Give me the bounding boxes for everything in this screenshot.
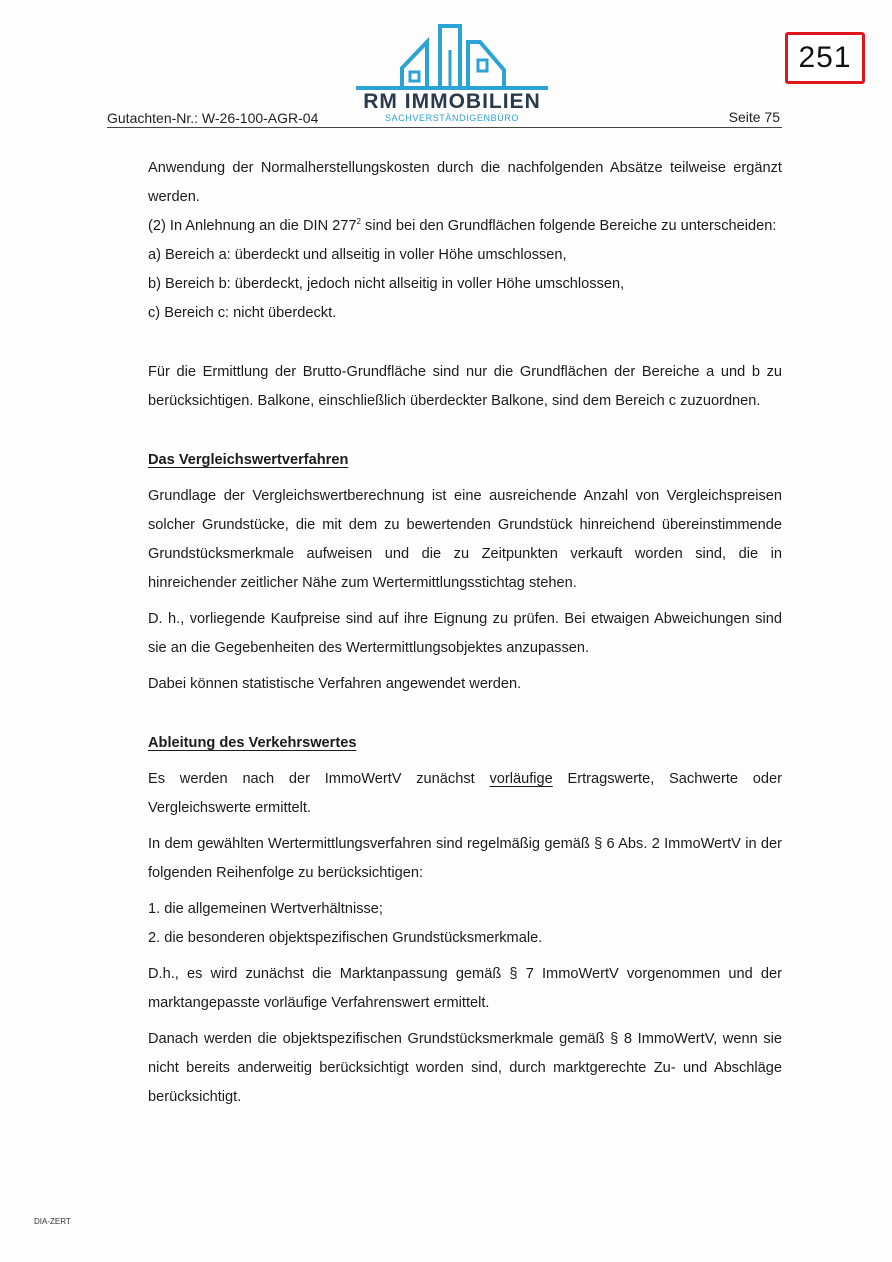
paragraph: Dabei können statistische Verfahren angewendet werden. [148, 676, 522, 692]
list-item-2: 2. die besonderen objektspezifischen Grundstücksmerkmale. [148, 930, 543, 946]
paragraph: Anwendung der Normalherstellungskosten durch die nachfolgenden Absätze teilweise ergänzt werden. [148, 160, 782, 205]
main-content [148, 154, 782, 1112]
list-item-1: 1. die allgemeinen Wertverhältnisse; [148, 901, 383, 917]
brand-subtitle: SACHVERSTÄNDIGENBÜRO [384, 113, 520, 123]
list-item-a: a) Bereich a: überdeckt und allseitig in voller Höhe umschlossen, [148, 247, 567, 263]
brand-name: RM IMMOBILIEN [363, 90, 541, 113]
list-item-b: b) Bereich b: überdeckt, jedoch nicht allseitig in voller Höhe umschlossen, [148, 276, 625, 292]
paragraph: Für die Ermittlung der Brutto-Grundfläche sind nur die Grundflächen der Bereiche a und b zu berücksichtigen. Balkone, einschließlich überdeckter Balkone, sind dem Bereich c zuzuordnen. [148, 364, 782, 409]
paragraph-vorlaeufig-post: Ertragswerte, Sachwerte oder Vergleichswerte ermittelt. [148, 771, 782, 816]
list-item-c: c) Bereich c: nicht überdeckt. [148, 305, 337, 321]
section-heading-vergleichswert: Das Vergleichswertverfahren [148, 452, 349, 468]
paragraph: Grundlage der Vergleichswertberechnung ist eine ausreichende Anzahl von Vergleichspreisen solcher Grundstücke, die mit dem zu bewertenden Grundstück hinreichend übereinstimmende Grundstücksmerkmale aufweisen und die zu Zeitpunkten verkauft worden sind, die in hinreichender zeitlicher Nähe zum Wertermittlungsstichtag stehen. [148, 488, 782, 591]
paragraph: Danach werden die objektspezifischen Grundstücksmerkmale gemäß § 8 ImmoWertV, wenn sie nicht bereits anderweitig berücksichtigt worden sind, durch marktgerechte Zu- und Abschläge berücksichtigt. [148, 1031, 782, 1105]
report-number: Gutachten-Nr.: W-26-100-AGR-04 [107, 110, 319, 126]
underlined-term: vorläufige [489, 771, 553, 787]
paragraph-vorlaeufig [148, 765, 782, 823]
footer-certification: DIA-ZERT [34, 1217, 71, 1226]
section-heading-verkehrswert: Ableitung des Verkehrswertes [148, 735, 357, 751]
page-number-stamp [785, 32, 865, 84]
paragraph-vorlaeufig-pre: Es werden nach der ImmoWertV zunächst [148, 771, 490, 787]
paragraph-din-pre: (2) In Anlehnung an die DIN 277 [148, 218, 357, 234]
page-label: Seite 75 [728, 109, 780, 125]
paragraph-din [148, 212, 782, 241]
paragraph: In dem gewählten Wertermittlungsverfahren sind regelmäßig gemäß § 6 Abs. 2 ImmoWertV in der folgenden Reihenfolge zu berücksichtigen: [148, 836, 782, 881]
paragraph: D.h., es wird zunächst die Marktanpassung gemäß § 7 ImmoWertV vorgenommen und der marktangepasste vorläufige Verfahrenswert ermittelt. [148, 966, 782, 1011]
footnote-marker: 2 [356, 217, 361, 227]
paragraph: D. h., vorliegende Kaufpreise sind auf ihre Eignung zu prüfen. Bei etwaigen Abweichungen sind sie an die Gegebenheiten des Wertermittlungsobjektes anzupassen. [148, 611, 782, 656]
stamp-number: 251 [798, 41, 852, 74]
paragraph-din-post: sind bei den Grundflächen folgende Bereiche zu unterscheiden: [360, 218, 777, 234]
header-rule [107, 127, 782, 128]
